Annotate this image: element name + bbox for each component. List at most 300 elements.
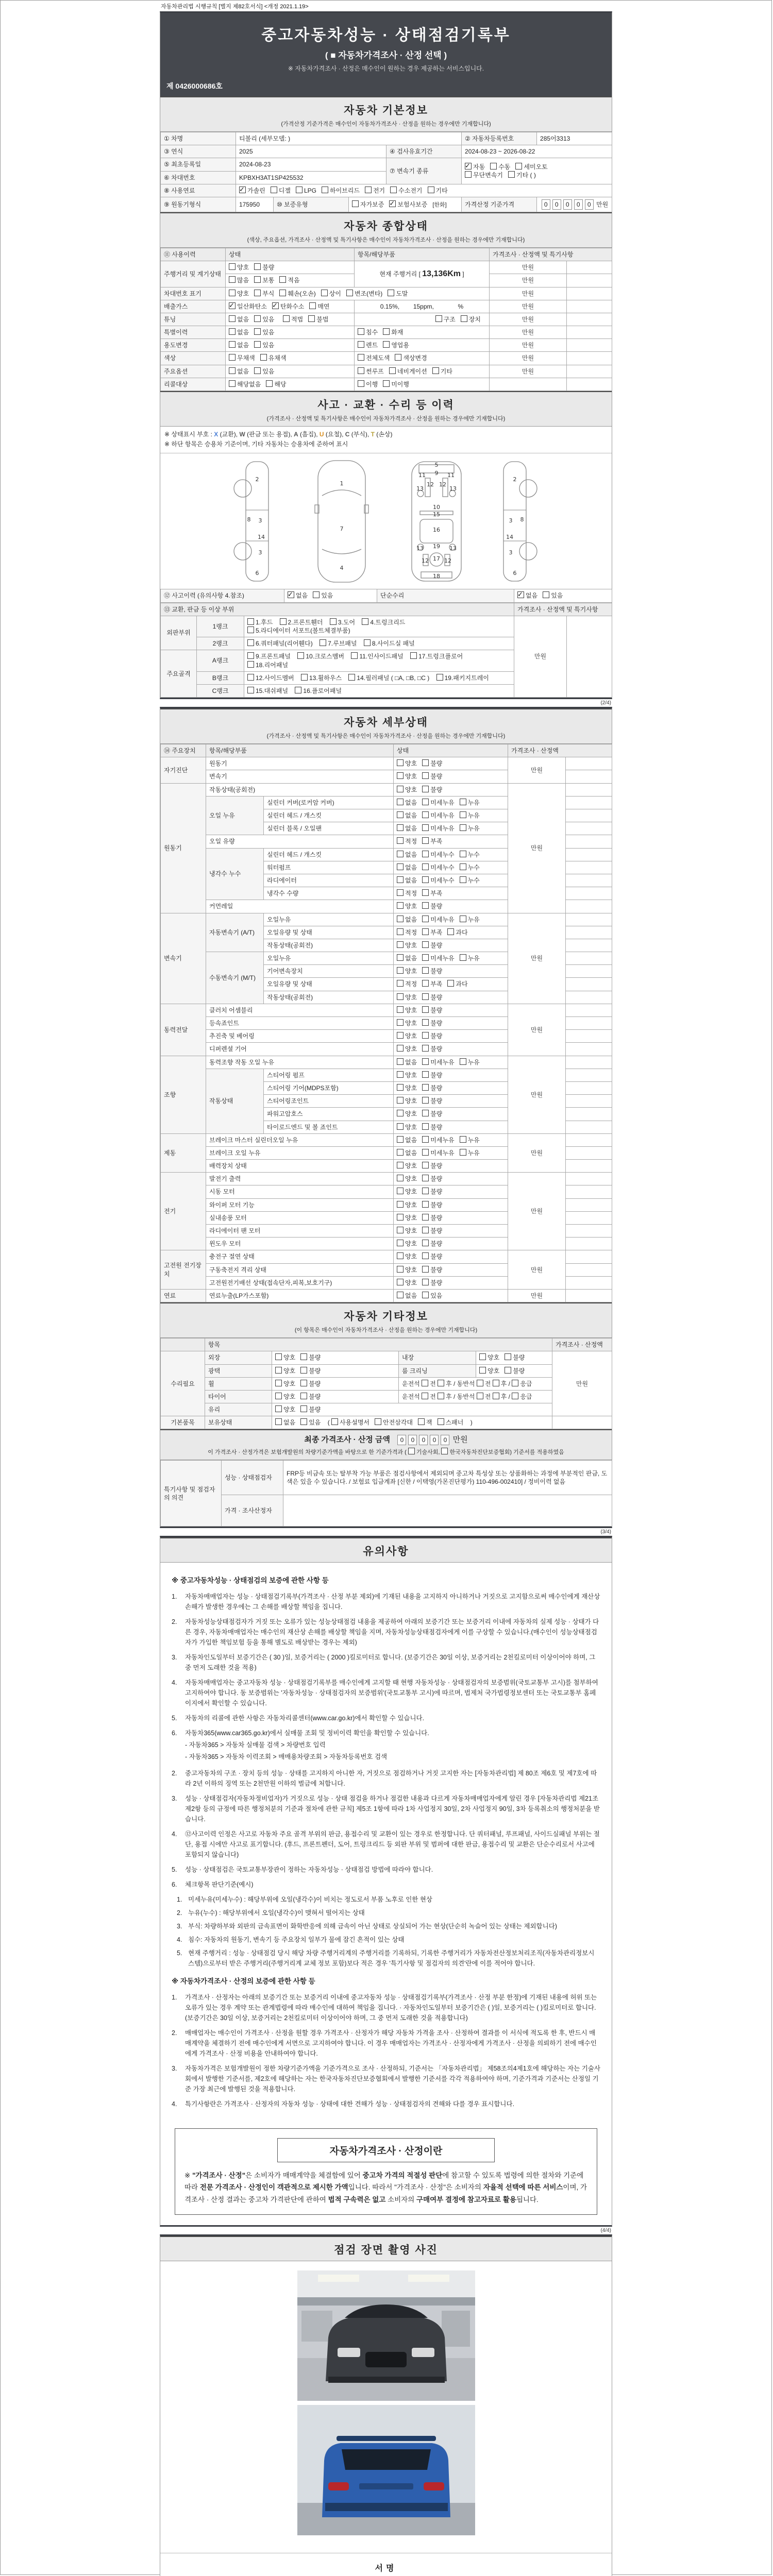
checkbox-box: [275, 1380, 282, 1386]
checkbox-양호[interactable]: 양호: [397, 1201, 417, 1209]
col-header: 상태: [226, 248, 355, 261]
checkbox-box: [229, 380, 236, 387]
checkbox-없음[interactable]: 없음: [397, 916, 417, 924]
checkbox-group-cell: [394, 900, 508, 913]
checkbox-양호[interactable]: 양호: [397, 1110, 417, 1118]
checkbox-group-cell: [394, 1108, 508, 1121]
checkbox-누수[interactable]: 누수: [460, 876, 480, 885]
checkbox-box: [422, 1266, 429, 1273]
checkbox-양호[interactable]: 양호: [397, 1266, 417, 1274]
checkbox-무단변속기[interactable]: 무단변속기: [465, 171, 503, 179]
checkbox-불량[interactable]: 불량: [422, 772, 442, 781]
value-cell: 175950: [236, 197, 274, 212]
checkbox-box: [397, 1045, 404, 1052]
etc-info-table-container: [160, 1338, 612, 1429]
notice-item: 5. 성능 · 상태점검은 국토교통부장관이 정하는 자동차성능 · 상태점검 방법에 따라야 합니다.: [172, 1866, 433, 1874]
device-label: 원동기: [161, 783, 206, 913]
checkbox-불량[interactable]: 불량: [422, 1279, 442, 1287]
checkbox-group-cell: [226, 365, 355, 378]
checkbox-group-cell: [394, 1173, 508, 1185]
checkbox-양호[interactable]: 양호: [397, 772, 417, 781]
checkbox-box: [422, 916, 429, 922]
checkbox-19.패키지트레이[interactable]: 19.패키지트레이: [436, 674, 489, 682]
checkbox-불량[interactable]: 불량: [422, 1071, 442, 1079]
checkbox-없음[interactable]: ✓ 없음: [288, 591, 308, 600]
checkbox-양호[interactable]: 양호: [479, 1367, 499, 1375]
checkbox-미이행[interactable]: 미이행: [383, 380, 409, 388]
checkbox-해당[interactable]: 해당: [266, 380, 286, 388]
item-label: 오일누유: [264, 913, 394, 926]
price-note-cell: [566, 874, 612, 887]
checkbox-부식[interactable]: 부식: [254, 290, 274, 298]
item-label: 디퍼렌셜 기어: [206, 1043, 394, 1056]
checkbox-미세누유[interactable]: 미세누유: [422, 811, 454, 820]
checkbox-불량[interactable]: 불량: [422, 786, 442, 794]
checkbox-14.필러패널 ( □A, □B, □C )[interactable]: 14.필러패널 ( □A, □B, □C ): [348, 674, 429, 682]
row-label: 차대번호 표기: [161, 287, 226, 300]
checkbox-양호[interactable]: 양호: [229, 263, 249, 272]
price-note-cell: [566, 1069, 612, 1081]
checkbox-누유[interactable]: 누유: [460, 824, 480, 833]
checkbox-box: [383, 341, 390, 348]
checkbox-무채색[interactable]: 무채색: [229, 354, 255, 362]
row-label: 튜닝: [161, 313, 226, 326]
checkbox-16.플로어패널[interactable]: 16.플로어패널: [295, 687, 342, 695]
checkbox-18.리어패널[interactable]: 18.리어패널: [247, 661, 288, 669]
checkbox-부족[interactable]: 부족: [422, 889, 442, 897]
checkbox-group-cell: [394, 1289, 508, 1302]
final-price-note: 이 가격조사 · 산정가격은 보험개발원의 차량기준가액을 바탕으로 한 기준가격과 ( 기술사회, 한국자동차진단보증협회) 기준서를 적용하였음: [165, 1448, 607, 1456]
checkbox-없음[interactable]: 없음: [229, 341, 249, 349]
checkbox-3.도어[interactable]: 3.도어: [330, 618, 355, 626]
checkbox-미세누유[interactable]: 미세누유: [422, 954, 454, 962]
checkbox-많음[interactable]: 많음: [229, 276, 249, 284]
checkbox-12.사이드멤버[interactable]: 12.사이드멤버: [247, 674, 294, 682]
checkbox-group-cell: [394, 757, 508, 770]
checkbox-안전삼각대[interactable]: 안전삼각대: [375, 1418, 413, 1427]
checkbox-잭[interactable]: 잭: [418, 1418, 432, 1427]
checkbox-없음[interactable]: 없음: [397, 824, 417, 833]
checkbox-자가보증[interactable]: 자가보증: [352, 200, 384, 209]
checkbox-이행[interactable]: 이행: [358, 380, 378, 388]
checkbox-1.후드[interactable]: 1.후드: [247, 618, 273, 626]
checkbox-box: [397, 1279, 404, 1285]
section-subtitle: (색상, 주요옵션, 가격조사 · 산정액 및 특기사항은 매수인이 자동차가격조사 · 산정을 원하는 경우에만 기재합니다): [247, 236, 525, 243]
checkbox-불량[interactable]: 불량: [422, 1110, 442, 1118]
checkbox-불량[interactable]: 불량: [422, 1266, 442, 1274]
checkbox-부족[interactable]: 부족: [422, 837, 442, 845]
notice-block-head: ※ 자동차가격조사 · 산정의 보증에 관한 사항 등: [172, 1977, 315, 1986]
checkbox-미세누수[interactable]: 미세누수: [422, 876, 454, 885]
checkbox-group-cell: 없음 있음 ( 사용설명서 안전삼각대 잭 스패너 ): [272, 1416, 552, 1429]
checkbox-box: [460, 1149, 466, 1156]
checkbox-적음[interactable]: 적음: [279, 276, 299, 284]
checkbox-탄화수소[interactable]: ✓ 탄화수소: [272, 302, 304, 311]
checkbox-불량[interactable]: 불량: [422, 1097, 442, 1105]
checkbox-기타[interactable]: 기타: [432, 367, 452, 376]
checkbox-box: [397, 980, 404, 987]
item-label: 브레이크 마스터 실린더오일 누유: [206, 1133, 394, 1146]
checkbox-양호[interactable]: 양호: [275, 1405, 295, 1414]
checkbox-양호[interactable]: 양호: [397, 1032, 417, 1040]
document-title: 중고자동차성능 · 상태점검기록부: [261, 27, 511, 44]
checkbox-box: [397, 1058, 404, 1065]
checkbox-불량[interactable]: 불량: [422, 1084, 442, 1092]
item-label: 오일누유: [264, 952, 394, 965]
checkbox-양호[interactable]: 양호: [397, 1084, 417, 1092]
checkbox-미세누수[interactable]: 미세누수: [422, 851, 454, 859]
item-label: 등속죠인트: [206, 1017, 394, 1030]
price-cell: 만원: [508, 1004, 566, 1056]
checkbox-group-cell: [394, 1081, 508, 1094]
checkbox-없음[interactable]: ✓ 없음: [517, 591, 537, 600]
checkbox-불량[interactable]: 불량: [422, 1201, 442, 1209]
state-code: X: [214, 431, 219, 438]
checkbox-양호[interactable]: 양호: [397, 1240, 417, 1248]
checkbox-8.사이드실 패널[interactable]: 8.사이드실 패널: [364, 639, 415, 648]
checkbox-불량[interactable]: 불량: [505, 1353, 525, 1362]
checkbox-있음[interactable]: 있음: [254, 367, 274, 376]
notice-subline: - 자동차365 > 자동차 실매물 검색 > 차량번호 입력: [185, 1741, 326, 1749]
checkbox-불량[interactable]: 불량: [505, 1367, 525, 1375]
checkbox-세미오토[interactable]: 세미오토: [515, 163, 547, 171]
price-note-cell: [566, 1173, 612, 1185]
checkbox-없음[interactable]: 없음: [229, 328, 249, 336]
checkbox-box: [422, 1045, 429, 1052]
checkbox-없음[interactable]: 없음: [397, 1292, 417, 1300]
checkbox-자동[interactable]: ✓자동: [465, 163, 485, 171]
checkbox-양호[interactable]: 양호: [397, 941, 417, 950]
checkbox-적정[interactable]: 적정: [397, 928, 417, 937]
checkbox-있음[interactable]: 있음: [313, 591, 333, 600]
checkbox-장치[interactable]: 장치: [461, 315, 481, 324]
checkbox-group-cell: [394, 848, 508, 861]
checkbox-양호[interactable]: 양호: [397, 786, 417, 794]
checkbox-디젤[interactable]: 디젤: [271, 187, 291, 195]
emission-values: 0.15%, 15ppm, %: [355, 300, 490, 313]
checkbox-없음[interactable]: 없음: [229, 367, 249, 376]
section-etc-header: [160, 1302, 612, 1338]
checkbox-누유[interactable]: 누유: [460, 1149, 480, 1157]
checkbox-box: [422, 811, 429, 818]
checkbox-box: [422, 993, 429, 1000]
checkbox-미세누유[interactable]: 미세누유: [422, 799, 454, 807]
checkbox-box: [397, 1123, 404, 1130]
checkbox-있음[interactable]: 있음: [254, 315, 274, 324]
checkbox-유채색[interactable]: 유채색: [260, 354, 287, 362]
checkbox-양호[interactable]: 양호: [397, 1071, 417, 1079]
checkbox-box: [395, 354, 401, 361]
checkbox-group-cell: [394, 1095, 508, 1108]
accident-rank-table: [160, 603, 612, 698]
row-label: 배출가스: [161, 300, 226, 313]
checkbox-있음[interactable]: 있음: [254, 328, 274, 336]
checkbox-양호[interactable]: 양호: [397, 1097, 417, 1105]
checkbox-6.쿼터패널(리어휀다)[interactable]: 6.쿼터패널(리어휀다): [247, 639, 313, 648]
checkbox-일산화탄소[interactable]: ✓ 일산화탄소: [229, 302, 267, 311]
checkbox-누유[interactable]: 누유: [460, 1058, 480, 1066]
checkbox-전기[interactable]: 전기: [365, 187, 385, 195]
checkbox-기타[interactable]: 기타: [428, 187, 448, 195]
checkbox-불량[interactable]: 불량: [422, 1019, 442, 1027]
checkbox-양호[interactable]: 양호: [397, 1175, 417, 1183]
checkbox-양호[interactable]: 양호: [397, 1019, 417, 1027]
checkbox-변조(변타)[interactable]: 변조(변타): [346, 290, 382, 298]
label-cell: ⑥ 차대번호: [161, 171, 236, 184]
checkbox-매연[interactable]: 매연: [309, 302, 329, 311]
section-basic-info-header: [160, 96, 612, 132]
checkbox-불량[interactable]: 불량: [300, 1393, 321, 1401]
checkbox-양호[interactable]: 양호: [397, 759, 417, 768]
checkbox-스패너[interactable]: 스패너: [438, 1418, 464, 1427]
value-cell: 2024-08-23 ~ 2026-08-22: [462, 145, 612, 158]
device-label: 동력전달: [161, 1004, 206, 1056]
device-label: 조향: [161, 1056, 206, 1133]
checkbox-양호[interactable]: 양호: [397, 1252, 417, 1261]
checkbox-수동[interactable]: 수동: [490, 163, 510, 171]
checkbox-네비게이션[interactable]: 네비게이션: [389, 367, 427, 376]
checkbox-구조[interactable]: 구조: [435, 315, 456, 324]
checkbox-하이브리드[interactable]: 하이브리드: [322, 187, 360, 195]
checkbox-미세누수[interactable]: 미세누수: [422, 863, 454, 872]
checkbox-10.크로스멤버[interactable]: 10.크로스멤버: [297, 652, 344, 660]
checkbox-적정[interactable]: 적정: [397, 889, 417, 897]
checkbox-group-cell: [226, 326, 355, 339]
checkbox-누유[interactable]: 누유: [460, 799, 480, 807]
checkbox-상이[interactable]: 상이: [321, 290, 341, 298]
checkbox-4.트렁크리드[interactable]: 4.트렁크리드: [362, 618, 405, 626]
state-code: C: [345, 431, 350, 438]
checkbox-도말[interactable]: 도말: [388, 290, 408, 298]
checkbox-15.대쉬패널[interactable]: 15.대쉬패널: [247, 687, 288, 695]
price-note-cell: [566, 913, 612, 926]
checkbox-2.프론트휀더[interactable]: 2.프론트휀더: [280, 618, 323, 626]
checkbox-7.루브패널[interactable]: 7.루브패널: [320, 639, 357, 648]
checkbox-양호[interactable]: 양호: [275, 1393, 295, 1401]
checkbox-미세누유[interactable]: 미세누유: [422, 824, 454, 833]
checkbox-과다[interactable]: 과다: [447, 928, 467, 937]
checkbox-group-cell: [394, 1238, 508, 1250]
checkbox-box: [422, 759, 429, 766]
checkbox-box: [493, 1393, 499, 1399]
checkbox-box: [358, 380, 364, 387]
checkbox-없음[interactable]: 없음: [397, 1149, 417, 1157]
checkbox-양호[interactable]: 양호: [397, 1006, 417, 1014]
checkbox-group-cell: [272, 1377, 399, 1390]
checkbox-적법[interactable]: 적법: [283, 315, 303, 324]
checkbox-9.프론트패널[interactable]: 9.프론트패널: [247, 652, 291, 660]
checkbox-있음[interactable]: 있음: [254, 341, 274, 349]
state-code: A: [294, 431, 298, 438]
checkbox-전체도색[interactable]: 전체도색: [358, 354, 390, 362]
checkbox-box: [397, 1162, 404, 1168]
item-label: 라디에이터: [264, 874, 394, 887]
checkbox-box: [254, 315, 261, 322]
checkbox-침수[interactable]: 침수: [358, 328, 378, 336]
checkbox-box: [422, 980, 429, 987]
checkbox-불량[interactable]: 불량: [422, 759, 442, 768]
checkbox-11.인사이드패널[interactable]: 11.인사이드패널: [351, 652, 403, 660]
checkbox-group-cell: [394, 809, 508, 822]
panel-number: 7: [340, 526, 344, 533]
checkbox-적정[interactable]: 적정: [397, 980, 417, 988]
checkbox-box: [460, 824, 466, 831]
checkbox-불량[interactable]: 불량: [422, 967, 442, 975]
checkbox-없음[interactable]: 없음: [397, 863, 417, 872]
price-note-cell: [566, 783, 612, 796]
checkbox-box: [254, 263, 261, 270]
checkbox-있음[interactable]: 있음: [422, 1292, 442, 1300]
checkbox-불량[interactable]: 불량: [422, 941, 442, 950]
checkbox-누유[interactable]: 누유: [460, 811, 480, 820]
checkbox-렌트[interactable]: 렌트: [358, 341, 378, 349]
checkbox-양호[interactable]: 양호: [397, 1123, 417, 1131]
checkbox-불량[interactable]: 불량: [422, 1123, 442, 1131]
checkbox-없음[interactable]: 없음: [397, 811, 417, 820]
checkbox-영업용[interactable]: 영업용: [383, 341, 409, 349]
checkbox-불량[interactable]: 불량: [422, 1240, 442, 1248]
checkbox-누수[interactable]: 누수: [460, 863, 480, 872]
notice-item: 4. 특기사항란은 가격조사 · 산정자의 자동차 성능 · 상태에 대한 견해가 성능 · 상태점검자의 견해와 다를 경우 표시합니다.: [172, 2100, 515, 2108]
group-label: 외판부위: [161, 616, 197, 650]
checkbox-없음[interactable]: 없음: [397, 876, 417, 885]
checkbox-훼손(오손)[interactable]: 훼손(오손): [279, 290, 315, 298]
checkbox-17.트렁크플로어[interactable]: 17.트렁크플로어: [410, 652, 463, 660]
checkbox-없음[interactable]: 없음: [229, 315, 249, 324]
checkbox-양호[interactable]: 양호: [397, 1279, 417, 1287]
checkbox-양호[interactable]: 양호: [397, 1162, 417, 1170]
checkbox-box: [432, 367, 439, 374]
checkbox-box: [239, 187, 246, 193]
checkbox-box: [397, 772, 404, 779]
checkbox-양호[interactable]: 양호: [397, 1188, 417, 1196]
checkbox-양호[interactable]: 양호: [397, 1045, 417, 1053]
checkbox-양호[interactable]: 양호: [397, 967, 417, 975]
checkbox-적정[interactable]: 적정: [397, 837, 417, 845]
checkbox-과다[interactable]: 과다: [447, 980, 467, 988]
checkbox-box: [309, 302, 316, 309]
checkbox-부족[interactable]: 부족: [422, 980, 442, 988]
checkbox-보통[interactable]: 보통: [254, 276, 274, 284]
checkbox-화재[interactable]: 화재: [383, 328, 403, 336]
checkbox-LPG[interactable]: LPG: [296, 187, 316, 195]
section-title: 자동차 종합상태: [344, 220, 428, 232]
checkbox-불량[interactable]: 불량: [300, 1353, 321, 1362]
checkbox-불량[interactable]: 불량: [422, 1214, 442, 1222]
checkbox-box: [422, 863, 429, 870]
row-label: 단순수리: [377, 589, 514, 602]
checkbox-불량[interactable]: 불량: [422, 902, 442, 910]
checkbox-양호[interactable]: 양호: [275, 1353, 295, 1362]
checkbox-미세누유[interactable]: 미세누유: [422, 916, 454, 924]
checkbox-없음[interactable]: 없음: [397, 1058, 417, 1066]
checkbox-부족[interactable]: 부족: [422, 928, 442, 937]
checkbox-양호[interactable]: 양호: [397, 1214, 417, 1222]
checkbox-불량[interactable]: 불량: [422, 1006, 442, 1014]
checkbox-불량[interactable]: 불량: [422, 1188, 442, 1196]
detail-state-table-container: [160, 744, 612, 1302]
checkbox-불량[interactable]: 불량: [422, 1045, 442, 1053]
checkbox-양호[interactable]: 양호: [397, 902, 417, 910]
checkbox-불량[interactable]: 불량: [422, 1162, 442, 1170]
checkbox-기타 ( )[interactable]: 기타 ( ): [508, 171, 536, 179]
checkbox-group-cell: [394, 796, 508, 809]
checkbox-있음[interactable]: 있음: [543, 591, 563, 600]
checkbox-가솔린[interactable]: ✓ 가솔린: [239, 187, 265, 195]
price-cell: 만원: [552, 1351, 612, 1416]
checkbox-불량[interactable]: 불량: [422, 993, 442, 1002]
price-note-cell: [566, 770, 612, 783]
checkbox-미세누유[interactable]: 미세누유: [422, 1149, 454, 1157]
checkbox-누유[interactable]: 누유: [460, 954, 480, 962]
checkbox-양호[interactable]: 양호: [275, 1380, 295, 1388]
group-label: 주요골격: [161, 650, 197, 698]
checkbox-양호[interactable]: 양호: [397, 1227, 417, 1235]
checkbox-box: [422, 1123, 429, 1130]
checkbox-불량[interactable]: 불량: [300, 1380, 321, 1388]
checkbox-누유[interactable]: 누유: [460, 1136, 480, 1144]
checkbox-box: [505, 1353, 511, 1360]
checkbox-미세누유[interactable]: 미세누유: [422, 1136, 454, 1144]
checkbox-box: [331, 1418, 338, 1425]
checkbox-box: [397, 954, 404, 961]
checkbox-수소전기[interactable]: 수소전기: [390, 187, 422, 195]
checkbox-썬루프[interactable]: 썬루프: [358, 367, 384, 376]
checkbox-양호[interactable]: 양호: [229, 290, 249, 298]
checkbox-5.라디에이터 서포트(볼트체결부품)[interactable]: 5.라디에이터 서포트(볼트체결부품): [247, 626, 350, 635]
checkbox-불량[interactable]: 불량: [300, 1405, 321, 1414]
device-label: 고전원 전기장치: [161, 1250, 206, 1290]
checkbox-양호[interactable]: 양호: [397, 993, 417, 1002]
checkbox-색상변경[interactable]: 색상변경: [395, 354, 427, 362]
checkbox-불량[interactable]: 불량: [422, 1032, 442, 1040]
checkbox-box: [397, 993, 404, 1000]
checkbox-13.휠하우스[interactable]: 13.휠하우스: [301, 674, 342, 682]
checkbox-group-cell: [244, 671, 514, 684]
checkbox-없음[interactable]: 없음: [397, 1136, 417, 1144]
inspector-opinion-text: FRP등 비금속 또는 탈부착 가능 부품은 점검사항에서 제외되며 중고차 특성상 또는 상품화하는 과정에 부분적인 판금, 도색은 있을 수 있습니다. / 보험료 입금계좌 [신한 / 이택영(가몬진단평가) 110-496-002410] / 정비이력 없음: [283, 1461, 612, 1495]
checkbox-불량[interactable]: 불량: [422, 1252, 442, 1261]
checkbox-있음[interactable]: 있음: [300, 1418, 321, 1427]
checkbox-불량[interactable]: 불량: [422, 1175, 442, 1183]
checkbox-보험사보증[interactable]: ✓ 보험사보증: [389, 200, 427, 209]
checkbox-group-cell: [244, 650, 514, 671]
checkbox-불량[interactable]: 불량: [300, 1367, 321, 1375]
checkbox-없음[interactable]: 없음: [397, 851, 417, 859]
checkbox-사용설명서[interactable]: 사용설명서: [331, 1418, 369, 1427]
price-note-cell: [567, 261, 612, 274]
checkbox-불법[interactable]: 불법: [308, 315, 328, 324]
checkbox-box: [460, 799, 466, 805]
checkbox-해당없음[interactable]: 해당없음: [229, 380, 261, 388]
checkbox-양호[interactable]: 양호: [275, 1367, 295, 1375]
checkbox-누수[interactable]: 누수: [460, 851, 480, 859]
checkbox-불량[interactable]: 불량: [254, 263, 274, 272]
checkbox-미세누유[interactable]: 미세누유: [422, 1058, 454, 1066]
checkbox-box: [247, 626, 254, 633]
checkbox-누유[interactable]: 누유: [460, 916, 480, 924]
checkbox-없음[interactable]: 없음: [275, 1418, 295, 1427]
checkbox-없음[interactable]: 없음: [397, 954, 417, 962]
item-label: 워터펌프: [264, 861, 394, 874]
checkbox-없음[interactable]: 없음: [397, 799, 417, 807]
checkbox-불량[interactable]: 불량: [422, 1227, 442, 1235]
basic-info-table-container: [160, 132, 612, 212]
checkbox-양호[interactable]: 양호: [479, 1353, 499, 1362]
checkbox-group-cell: [394, 1146, 508, 1159]
panel-number: 2: [513, 476, 517, 483]
panel-number: 13: [416, 545, 424, 552]
